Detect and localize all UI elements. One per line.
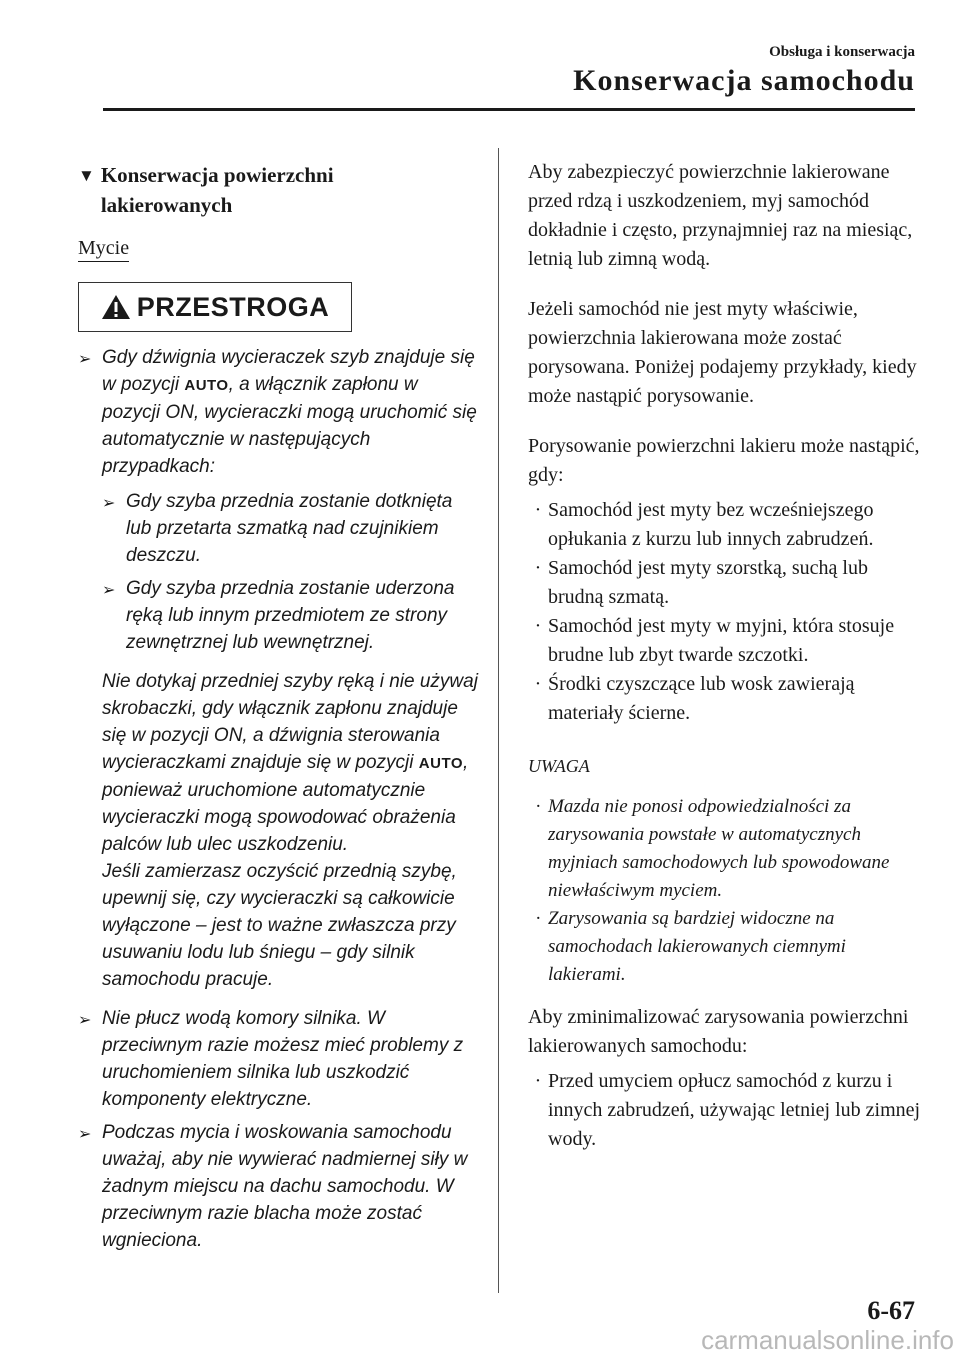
note-label: UWAGA	[528, 756, 590, 776]
warning-subitem-text: Gdy szyba przednia zostanie dotknięta lub przetarta szmatką nad czujnikiem deszczu.	[126, 491, 453, 566]
triangle-marker-icon: ▼	[78, 166, 95, 185]
arrow-bullet-icon: ➢	[78, 1126, 92, 1143]
list-item	[528, 554, 923, 612]
list-item	[528, 905, 923, 989]
warning-subitem	[102, 488, 478, 569]
right-column	[528, 158, 923, 1154]
list-item-text: Zarysowania są bardziej widoczne na samochodach lakierowanych ciemnymi lakierami.	[548, 908, 846, 985]
list-item-text: Samochód jest myty bez wcześniejszego opłukania z kurzu lub innych zabrudzeń.	[548, 499, 874, 550]
list-item-text: Samochód jest myty szorstką, suchą lub brudną szmatą.	[548, 557, 868, 608]
subheading: Mycie	[78, 236, 129, 262]
column-divider	[498, 148, 499, 1293]
paragraph: Jeżeli samochód nie jest myty właściwie, powierzchnia lakierowana może zostać porysowana. Poniżej podajemy przykłady, kiedy może nastąpić porysowanie.	[528, 298, 917, 407]
header-rule	[103, 108, 915, 111]
bullet-dot-icon: ·	[535, 796, 541, 817]
list-item	[528, 496, 923, 554]
list-item-text: Przed umyciem opłucz samochód z kurzu i innych zabrudzeń, używając letniej lub zimnej wody.	[548, 1070, 921, 1150]
warning-box	[78, 282, 352, 332]
warning-item	[78, 344, 478, 993]
warning-item	[78, 1119, 478, 1254]
auto-symbol: AUTO	[184, 377, 229, 394]
header-title: Konserwacja samochodu	[573, 64, 915, 97]
paragraph: Aby zminimalizować zarysowania powierzchni lakierowanych samochodu:	[528, 1006, 909, 1057]
warning-item-text: Nie płucz wodą komory silnika. W przeciwnym razie możesz mieć problemy z uruchomieniem silnika lub uszkodzić komponenty elektryczne.	[102, 1008, 464, 1110]
note-list	[528, 793, 923, 989]
list-item-text: Samochód jest myty w myjni, która stosuje brudne lub zbyt twarde szczotki.	[548, 615, 895, 666]
paragraph: Porysowanie powierzchni lakieru może nastąpić, gdy:	[528, 435, 920, 486]
arrow-bullet-icon: ➢	[78, 351, 92, 368]
bullet-list	[528, 496, 923, 728]
left-column	[78, 160, 478, 1254]
warning-item	[78, 1005, 478, 1113]
bullet-list	[528, 1067, 923, 1154]
list-item	[528, 793, 923, 905]
bullet-dot-icon: ·	[534, 499, 542, 521]
list-item-text: Mazda nie ponosi odpowiedzialności za zarysowania powstałe w automatycznych myjniach samochodowych lub spowodowane niewłaściwym myciem.	[548, 796, 890, 901]
bullet-dot-icon: ·	[534, 673, 542, 695]
warning-title: PRZESTROGA	[136, 291, 330, 322]
list-item	[528, 1067, 923, 1154]
bullet-dot-icon: ·	[534, 557, 542, 579]
bullet-dot-icon: ·	[535, 908, 541, 929]
bullet-dot-icon: ·	[534, 615, 542, 637]
warning-paragraph: Jeśli zamierzasz oczyścić przednią szybę, upewnij się, czy wycieraczki są całkowicie wyłączone – jest to ważne zwłaszcza przy usuwaniu lodu lub śniegu – gdy silnik samochodu pracuje.	[102, 861, 457, 990]
arrow-bullet-icon: ➢	[102, 495, 116, 512]
bullet-dot-icon: ·	[534, 1070, 542, 1092]
section-heading-text: Konserwacja powierzchni lakierowanych	[100, 163, 334, 217]
warning-item-text: Gdy dźwignia wycieraczek szyb znajduje się w pozycji AUTO, a włącznik zapłonu w pozycji ON, wycieraczki mogą uruchomić się automatycznie w następujących przypadkach: ➢ Gdy szyba przednia zostanie dotknięta lub przetarta szmatką nad czujnikiem deszczu. ➢ Gdy szyba przednia zostanie uderzona ręką lub innym przedmiotem ze strony zewnętrznej lub wewnętrznej. Nie dotykaj przedniej szyby ręką i nie używaj skrobaczki, gdy włącznik zapłonu znajduje się w pozycji ON, a dźwignia sterowania wycieraczkami znajduje się w pozycji AUTO, ponieważ uruchomione automatycznie wycieraczki mogą spowodować obrażenia palców lub ulec uszkodzeniu. Jeśli zamierzasz oczyścić przednią szybę, upewnij się, czy wycieraczki są całkowicie wyłączone – jest to ważne zwłaszcza przy usuwaniu lodu lub śniegu – gdy silnik samochodu pracuje.	[102, 344, 478, 993]
list-item	[528, 670, 923, 728]
watermark: carmanualsonline.info	[701, 1325, 954, 1355]
warning-paragraph: Nie dotykaj przedniej szyby ręką i nie używaj skrobaczki, gdy włącznik zapłonu znajduje się w pozycji ON, a dźwignia sterowania wycieraczkami znajduje się w pozycji AUTO, ponieważ uruchomione automatycznie wycieraczki mogą spowodować obrażenia palców lub ulec uszkodzeniu.	[102, 671, 478, 855]
header-section: Obsługa i konserwacja	[769, 44, 915, 60]
arrow-bullet-icon: ➢	[78, 1012, 92, 1029]
arrow-bullet-icon: ➢	[102, 582, 116, 599]
warning-subitem-text: Gdy szyba przednia zostanie uderzona ręką lub innym przedmiotem ze strony zewnętrznej lub wewnętrznej.	[126, 578, 455, 653]
warning-list	[78, 344, 478, 1254]
auto-symbol: AUTO	[418, 755, 464, 772]
warning-subitem	[102, 575, 478, 656]
section-heading	[78, 160, 478, 220]
paragraph: Aby zabezpieczyć powierzchnie lakierowane przed rdzą i uszkodzeniem, myj samochód dokładnie i często, przynajmniej raz na miesiąc, letnią lub zimną wodą.	[528, 161, 913, 270]
page-number: 6-67	[867, 1296, 915, 1325]
list-item-text: Środki czyszczące lub wosk zawierają materiały ścierne.	[548, 673, 855, 724]
list-item	[528, 612, 923, 670]
warning-item-text: Podczas mycia i woskowania samochodu uważaj, aby nie wywierać nadmiernej siły w żadnym miejscu na dachu samochodu. W przeciwnym razie blacha może zostać wgnieciona.	[102, 1122, 468, 1251]
warning-icon	[101, 294, 131, 320]
